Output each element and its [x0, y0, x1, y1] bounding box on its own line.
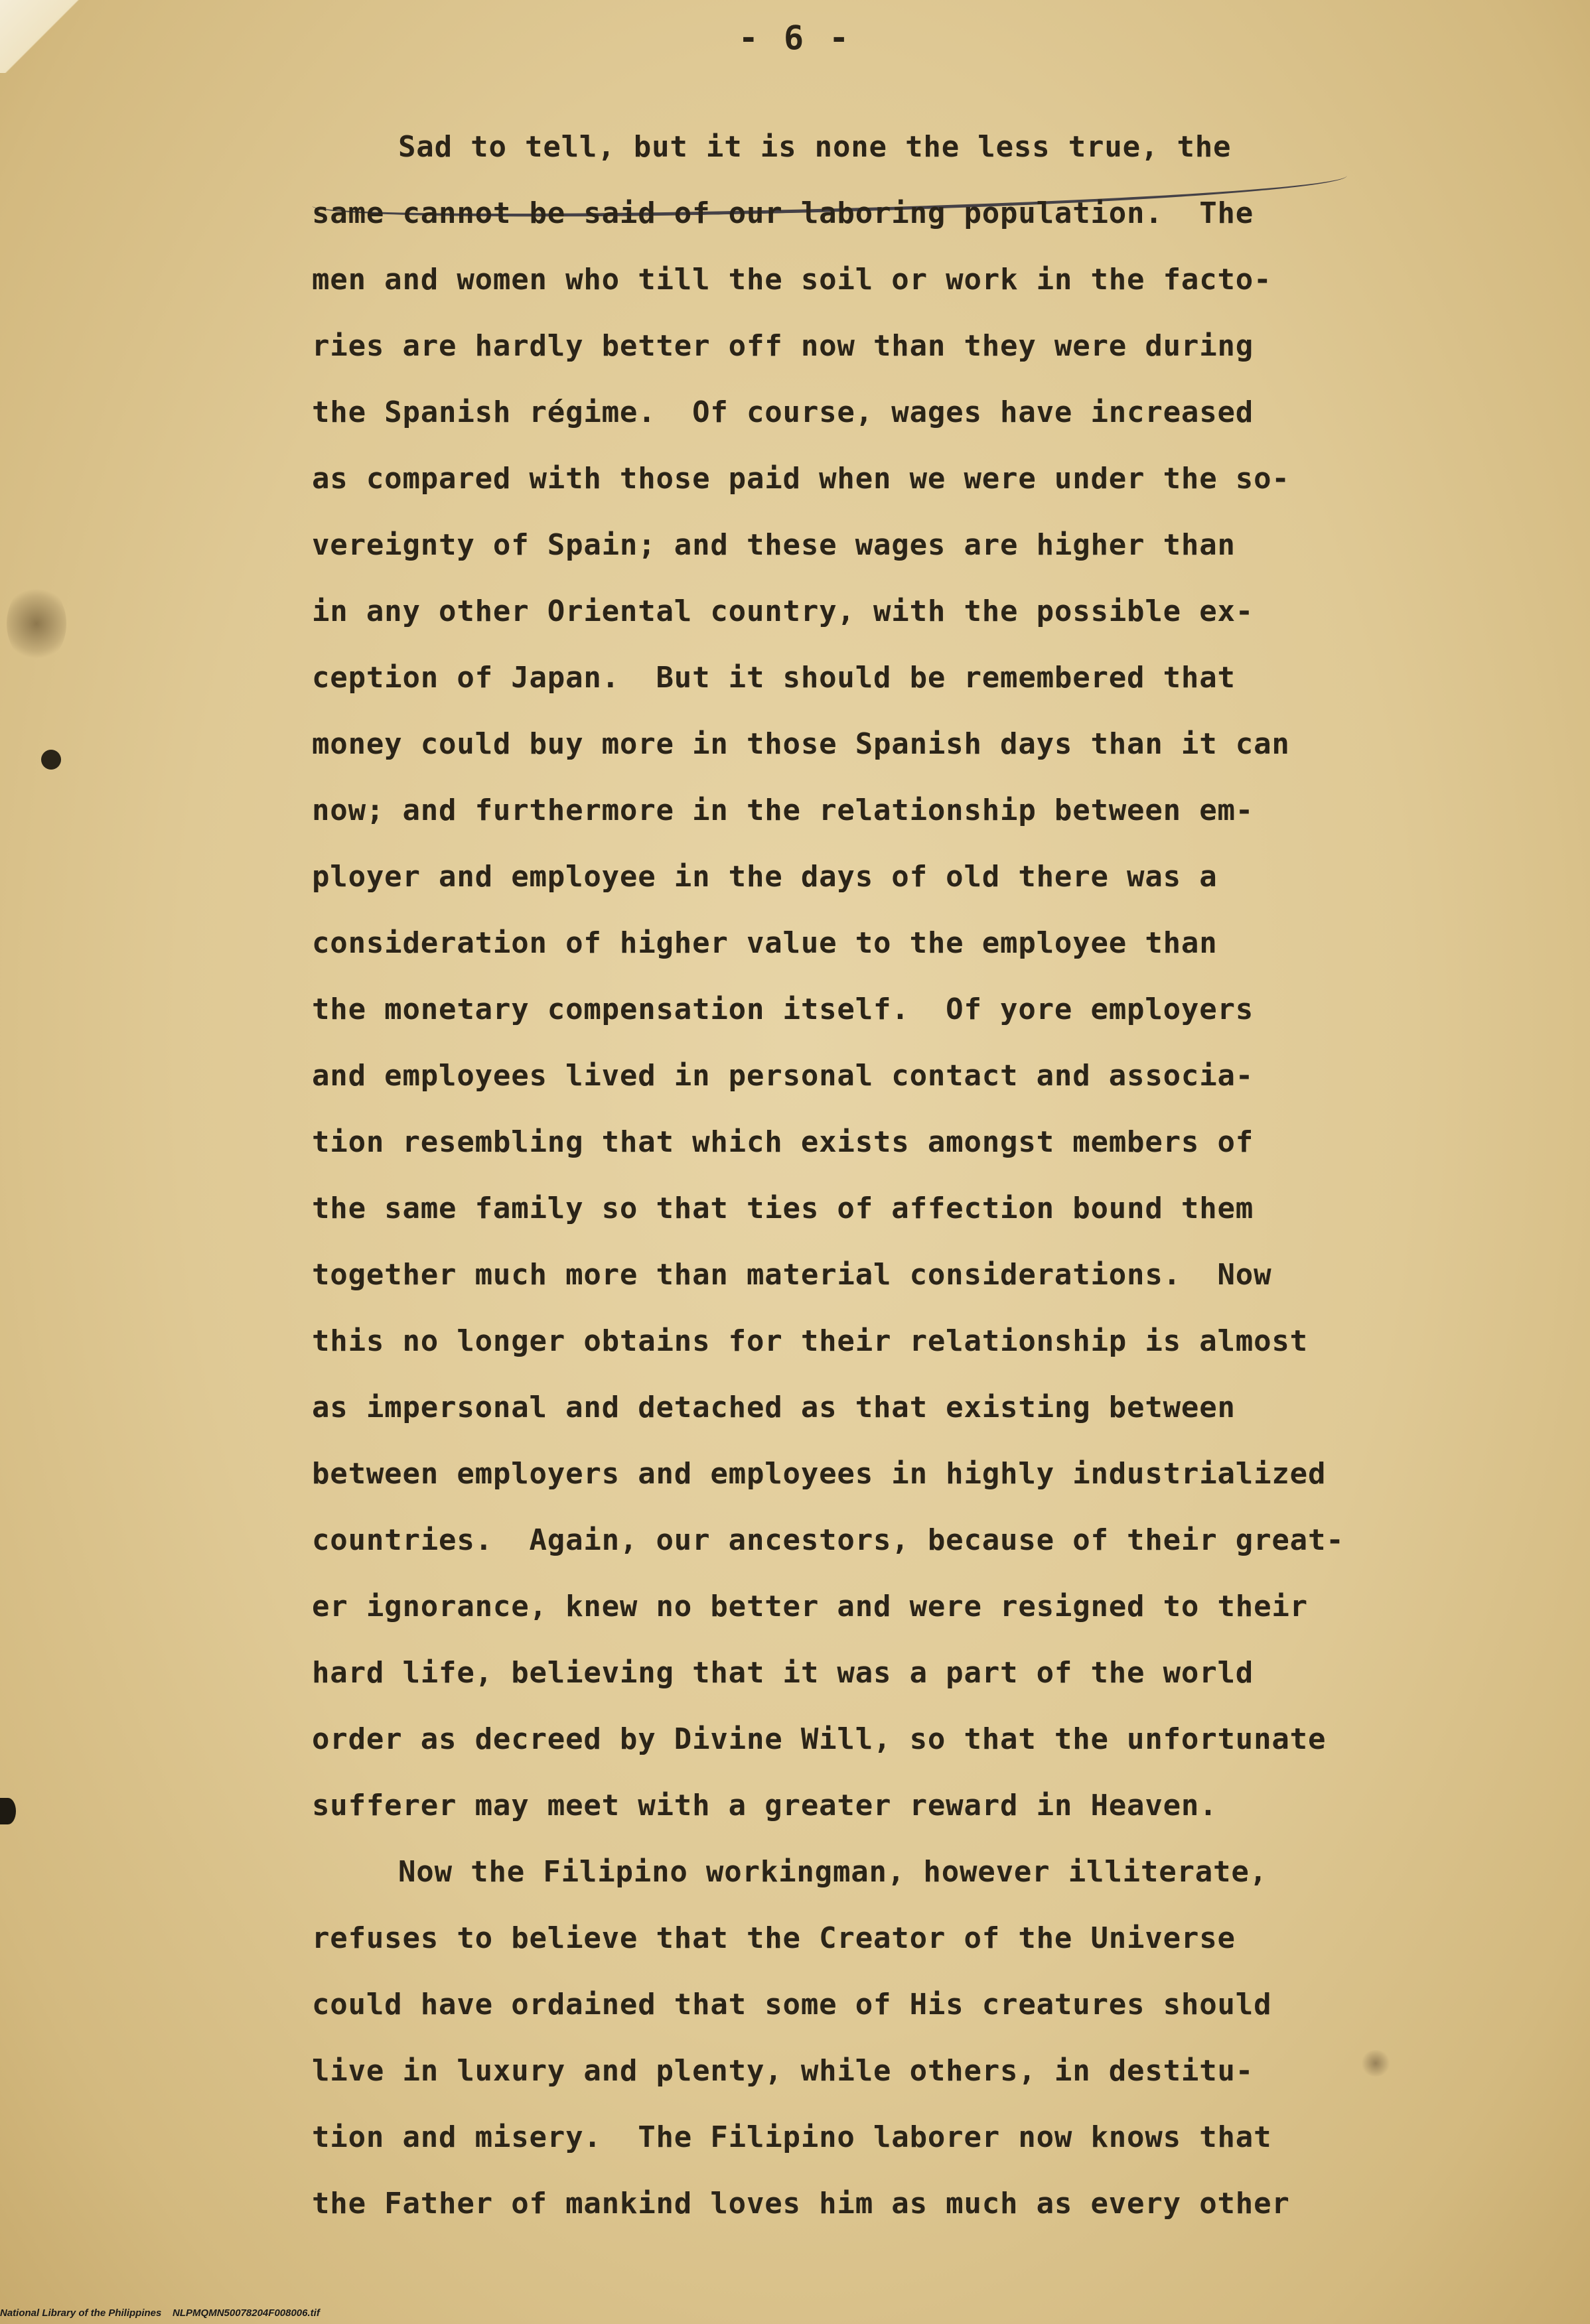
text-line: vereignty of Spain; and these wages are higher than [312, 528, 1236, 562]
text-line: countries. Again, our ancestors, because of their great- [312, 1523, 1344, 1557]
text-line: this no longer obtains for their relationship is almost [312, 1324, 1308, 1358]
text-line: the same family so that ties of affection bound them [312, 1192, 1254, 1225]
text-line: Sad to tell, but it is none the less true, the [398, 130, 1232, 164]
text-line: ception of Japan. But it should be remembered that [312, 661, 1236, 695]
text-line: now; and furthermore in the relationship between em- [312, 793, 1254, 827]
text-line: order as decreed by Divine Will, so that the unfortunate [312, 1722, 1327, 1756]
text-line: the Father of mankind loves him as much as every other [312, 2187, 1290, 2221]
text-line: between employers and employees in highly industrialized [312, 1457, 1327, 1491]
text-line: refuses to believe that the Creator of the Universe [312, 1921, 1236, 1955]
text-line: hard life, believing that it was a part of the world [312, 1656, 1254, 1690]
text-line: the Spanish régime. Of course, wages have increased [312, 395, 1254, 429]
typed-text-body [312, 114, 1493, 2237]
text-line: consideration of higher value to the employee than [312, 926, 1218, 960]
text-line: in any other Oriental country, with the possible ex- [312, 594, 1254, 628]
text-line: ployer and employee in the days of old there was a [312, 860, 1218, 894]
text-line: ries are hardly better off now than they were during [312, 329, 1254, 363]
text-line: er ignorance, knew no better and were resigned to their [312, 1590, 1308, 1623]
page-number: - 6 - [738, 19, 852, 57]
text-line: Now the Filipino workingman, however illiterate, [398, 1855, 1267, 1889]
footer-institution: National Library of the Philippines [0, 2307, 162, 2319]
archive-footer [0, 2307, 1590, 2319]
text-line: together much more than material considerations. Now [312, 1258, 1272, 1292]
stain-mark [7, 584, 66, 663]
text-line: same cannot be said of our laboring population. The [312, 196, 1254, 230]
text-line: men and women who till the soil or work in the facto- [312, 263, 1272, 297]
text-line: sufferer may meet with a greater reward in Heaven. [312, 1789, 1218, 1822]
text-line: as compared with those paid when we were under the so- [312, 462, 1290, 496]
binding-hole [0, 1798, 16, 1824]
text-line: money could buy more in those Spanish days than it can [312, 727, 1290, 761]
text-line: tion resembling that which exists amongst members of [312, 1125, 1254, 1159]
text-line: the monetary compensation itself. Of yore employers [312, 992, 1254, 1026]
text-line: live in luxury and plenty, while others, in destitu- [312, 2054, 1254, 2088]
footer-file-id: NLPMQMN50078204F008006.tif [173, 2307, 320, 2319]
text-line: could have ordained that some of His creatures should [312, 1988, 1272, 2021]
ink-dot [41, 750, 61, 770]
text-line: and employees lived in personal contact and associa- [312, 1059, 1254, 1093]
text-line: as impersonal and detached as that existing between [312, 1391, 1236, 1424]
text-line: tion and misery. The Filipino laborer now knows that [312, 2120, 1272, 2154]
